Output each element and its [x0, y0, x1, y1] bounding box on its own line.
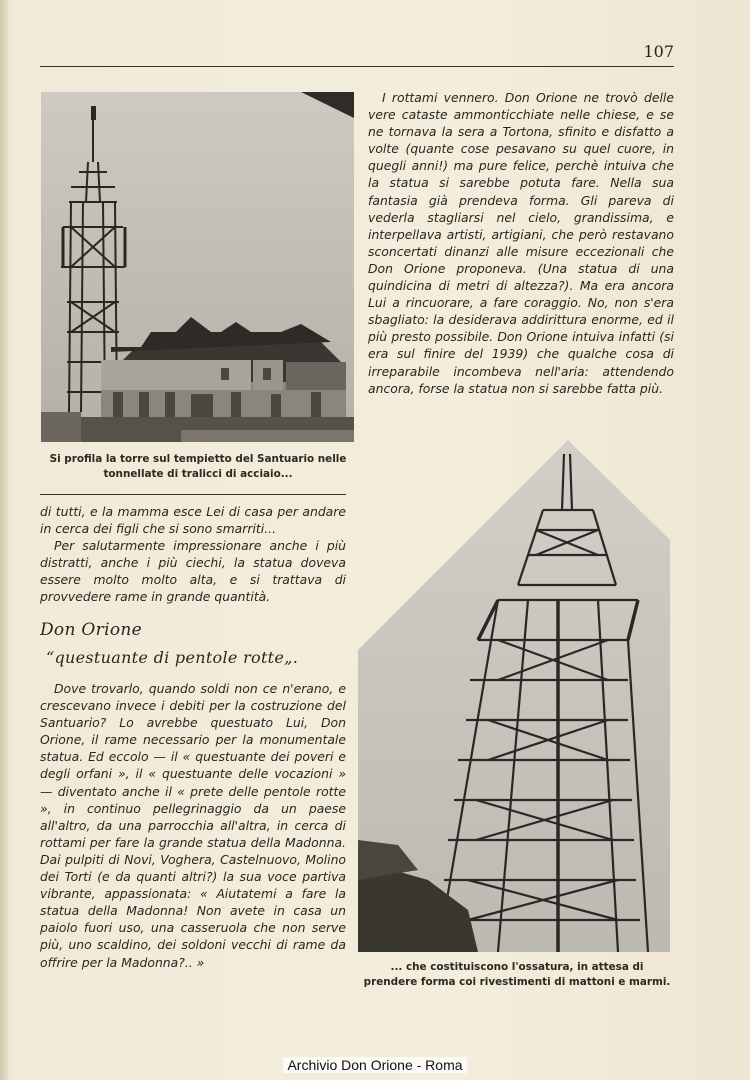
paragraph: di tutti, e la mamma esce Lei di casa per andare in cerca dei figli che si sono smarriti...: [40, 504, 346, 537]
photo-caption-bottom: ... che costituiscono l'ossatura, in attesa di prendere forma coi rivestimenti di mattoni e marmi.: [363, 961, 671, 988]
left-column-text-1: [40, 503, 346, 606]
photo-steel-framework-image: [358, 440, 670, 952]
photo-steel-framework: [358, 440, 670, 952]
photo-tower-over-church-image: [41, 92, 354, 442]
section-heading: Don Orione: [40, 620, 142, 640]
right-column-text: [368, 89, 674, 397]
left-column-text-2: [40, 680, 346, 971]
photo-tower-over-church: [41, 92, 354, 442]
page-binding-edge: [0, 0, 8, 1080]
page-number: 107: [643, 42, 674, 61]
caption-divider: [40, 494, 346, 495]
photo-caption-top: Si profila la torre sul tempietto del Santuario nelle tonnellate di tralicci di acciaio...: [49, 453, 347, 480]
paragraph: I rottami vennero. Don Orione ne trovò delle vere cataste ammonticchiate nelle chiese, e se ne tornava la sera a Tortona, sfinito e disfatto a volte (quante cose pesavano su quel cuore, in quegli anni!) ma pure felice, perchè intuiva che la statua si sarebbe potuta fare. Nella sua fantasia già prendeva forma. Gli pareva di vederla stagliarsi nel cielo, grandissima, e interpellava artisti, artigiani, che però restavano sconcertati dinanzi alle misure eccezionali che Don Orione proponeva. (Una statua di una quindicina di metri di altezza?). Ma era ancora Lui a rincuorare, a fare coraggio. No, non s'era sbagliato: la desiderava addirittura enorme, ed il più presto possibile. Don Orione intuiva infatti (si era sul finire del 1939) che qualche cosa di irreparabile incombeva nell'aria: attendendo ancora, forse la statua non si sarebbe fatta più.: [368, 90, 674, 396]
header-rule: [40, 66, 674, 67]
archive-footer-label: Archivio Don Orione - Roma: [283, 1057, 466, 1073]
archive-footer: [0, 1057, 750, 1073]
paragraph: Dove trovarlo, quando soldi non ce n'erano, e crescevano invece i debiti per la costruzione del Santuario? Lo avrebbe questuato Lui, Don Orione, il rame necessario per la monumentale statua. Ed eccolo — il « questuante dei poveri e degli orfani », il « questuante delle vocazioni » — diventato anche il « prete delle pentole rotte », in continuo pellegrinaggio da un paese all'altro, da una parrocchia all'altra, in cerca di rottami per fare la grande statua della Madonna. Dai pulpiti di Novi, Voghera, Castelnuovo, Molino dei Torti (e da quanti altri?) la sua voce partiva vibrante, appassionata: « Aiutatemi a fare la statua della Madonna! Non avete in casa un paiolo fuori uso, una casseruola che non serve più, uno scaldino, dei soldoni vecchi di rame da offrire per la Madonna?.. »: [40, 681, 346, 970]
paragraph: Per salutarmente impressionare anche i più distratti, anche i più ciechi, la statua doveva essere molto molto alta, e si trattava di provvedere rame in grande quantità.: [40, 538, 346, 605]
section-heading-subtitle: “questuante di pentole rotte„.: [46, 648, 299, 667]
